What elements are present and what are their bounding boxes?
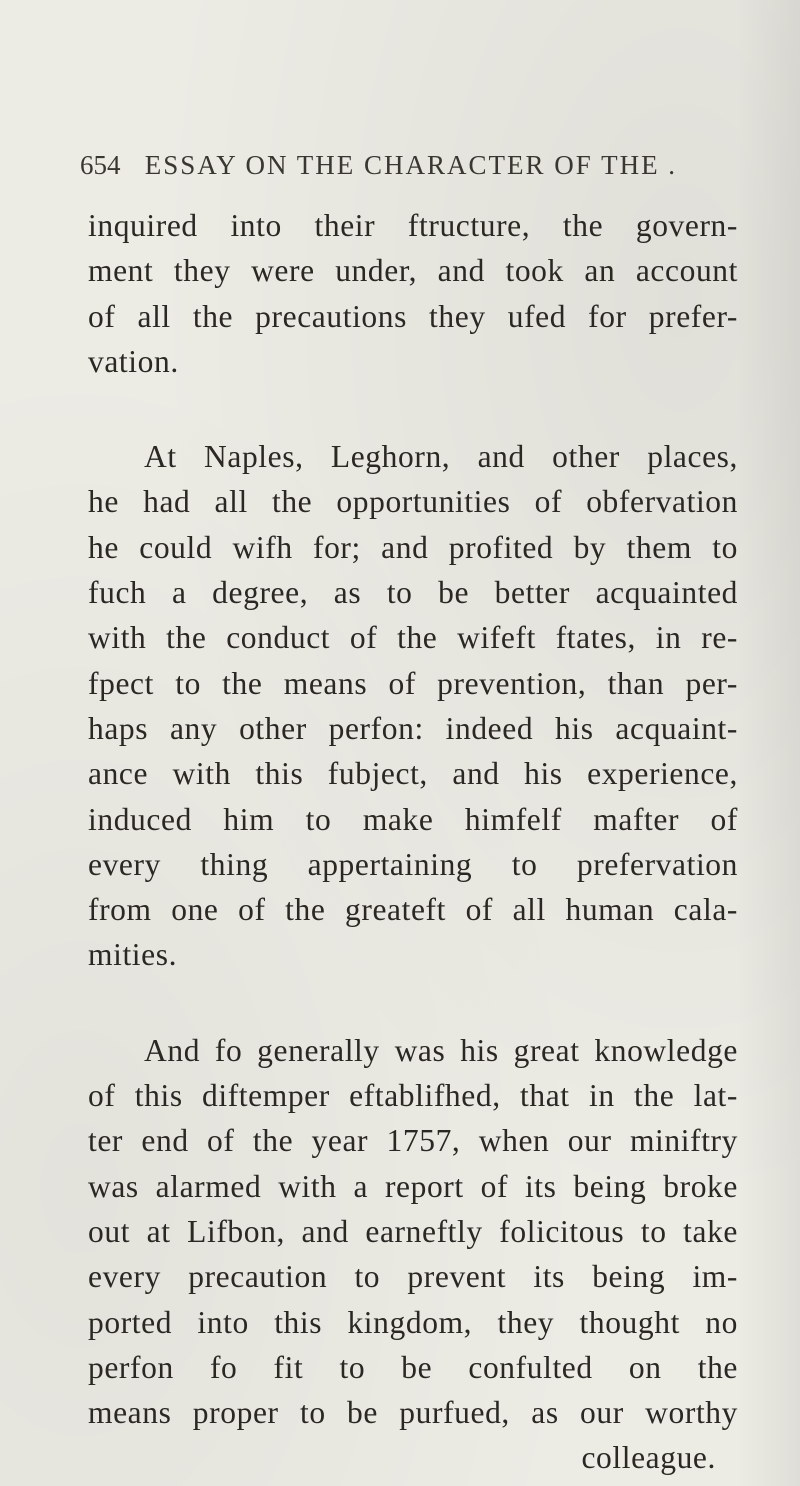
- text-line: induced him to make himfelf mafter of: [88, 801, 738, 837]
- text-line: At Naples, Leghorn, and other places,: [144, 439, 738, 475]
- text-line: ported into this kingdom, they thought no: [88, 1304, 738, 1340]
- text-line: every thing appertaining to prefervation: [88, 846, 738, 882]
- running-title: ESSAY ON THE CHARACTER OF THE .: [144, 150, 678, 180]
- text-line: perfon fo fit to be confulted on the: [88, 1349, 738, 1385]
- text-line: haps any other perfon: indeed his acquaint-: [88, 710, 738, 746]
- page-body: [88, 203, 738, 1481]
- text-line: means proper to be purfued, as our worthy: [88, 1395, 738, 1431]
- text-line: with the conduct of the wifeft ftates, in re-: [88, 620, 738, 656]
- running-header: [80, 150, 720, 181]
- page-number: 654: [80, 150, 121, 180]
- text-line: ance with this fubject, and his experience,: [88, 756, 738, 792]
- text-line: ter end of the year 1757, when our miniftry: [88, 1123, 738, 1159]
- text-line: he had all the opportunities of obfervation: [88, 484, 738, 520]
- text-line: he could wifh for; and profited by them to: [88, 529, 738, 565]
- text-line: from one of the greateft of all human cala-: [88, 892, 738, 928]
- text-line: ment they were under, and took an account: [88, 253, 738, 289]
- text-line: mities.: [88, 937, 178, 973]
- text-line: colleague.: [581, 1440, 716, 1476]
- text-line: out at Lifbon, and earneftly folicitous to take: [88, 1213, 738, 1249]
- text-line: fuch a degree, as to be better acquainted: [88, 575, 738, 611]
- text-line: inquired into their ftructure, the govern-: [88, 208, 738, 243]
- text-line: And fo generally was his great knowledge: [144, 1032, 738, 1068]
- text-line: of all the precautions they ufed for prefer-: [88, 298, 738, 334]
- text-line: of this diftemper eftablifhed, that in the lat-: [88, 1078, 738, 1114]
- text-line: was alarmed with a report of its being broke: [88, 1168, 738, 1204]
- text-line: vation.: [88, 343, 179, 379]
- text-line: fpect to the means of prevention, than per-: [88, 665, 738, 701]
- text-line: every precaution to prevent its being im-: [88, 1259, 738, 1295]
